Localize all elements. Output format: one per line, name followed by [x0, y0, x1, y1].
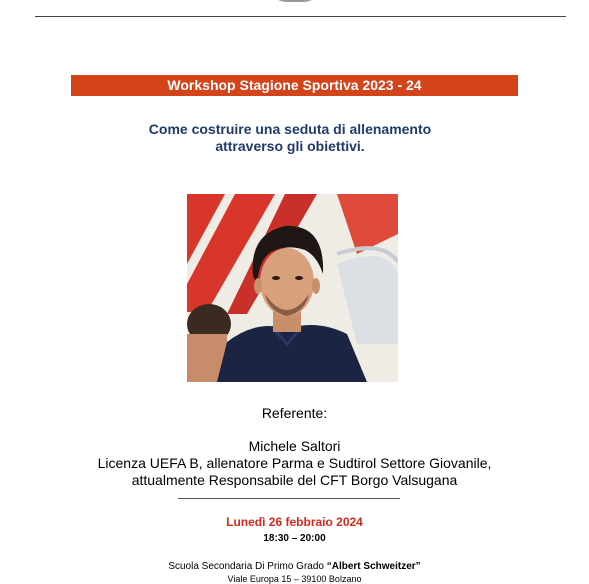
venue-prefix: Scuola Secondaria Di Primo Grado: [168, 561, 327, 572]
speaker-role-line2: attualmente Responsabile del CFT Borgo Valsugana: [131, 472, 458, 488]
header-divider: [35, 16, 566, 17]
workshop-title-line1: Come costruire una seduta di allenamento: [148, 121, 432, 137]
section-divider: [178, 498, 400, 499]
speaker-role-line1: Licenza UEFA B, allenatore Parma e Sudtirol Settore Giovanile,: [97, 455, 492, 471]
speaker-details: [0, 438, 589, 489]
venue-name: “Albert Schweitzer”: [326, 561, 421, 572]
workshop-banner: Workshop Stagione Sportiva 2023 - 24: [71, 75, 518, 96]
speaker-label: Referente:: [261, 405, 328, 421]
speaker-name: Michele Saltori: [248, 438, 341, 454]
event-venue: [0, 561, 589, 572]
event-address: Viale Europa 15 – 39100 Bolzano: [227, 574, 362, 584]
workshop-title: [90, 121, 490, 155]
logo-fragment: [270, 0, 320, 2]
event-time: 18:30 – 20:00: [263, 533, 326, 544]
speaker-photo: [187, 194, 398, 382]
workshop-title-line2: attraverso gli obiettivi.: [215, 138, 365, 154]
event-date: Lunedì 26 febbraio 2024: [226, 515, 363, 529]
